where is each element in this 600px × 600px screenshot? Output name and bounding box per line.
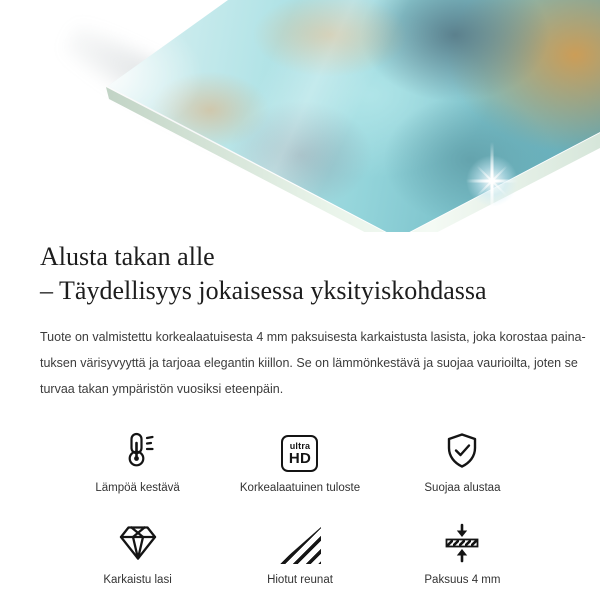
- intro-paragraph: [40, 324, 586, 402]
- polished-edges-icon: [279, 518, 321, 564]
- intro-line: turvaa takan ympäristön vuosiksi eteenpäin.: [40, 382, 284, 396]
- product-photo: [0, 0, 600, 232]
- feature-label: Hiotut reunat: [267, 574, 333, 586]
- page-title-line2: – Täydellisyys jokaisessa yksityiskohdassa: [40, 276, 487, 305]
- intro-line: Tuote on valmistettu korkealaatuisesta 4 mm paksuisesta karkaistusta lasista, joka korostaa paina-: [40, 330, 586, 344]
- shield-check-icon: [441, 426, 483, 472]
- thickness-icon: [441, 518, 483, 564]
- feature-label: Paksuus 4 mm: [424, 574, 501, 586]
- feature-polished-edges: [213, 518, 387, 586]
- thermometer-icon: [117, 426, 159, 472]
- feature-label: Korkealaatuinen tuloste: [239, 482, 361, 494]
- ultra-hd-icon: ultra HD: [281, 426, 318, 472]
- feature-label: Suojaa alustaa: [424, 482, 501, 494]
- feature-thickness: [387, 518, 538, 586]
- feature-high-quality-print: [213, 426, 387, 494]
- diamond-icon: [116, 518, 160, 564]
- intro-line: tuksen värisyvyyttä ja tarjoaa elegantin kiillon. Se on lämmönkestävä ja suojaa vaurioilta, joten se: [40, 356, 578, 370]
- feature-heat-resistant: [62, 426, 213, 494]
- page-title-line1: Alusta takan alle: [40, 242, 215, 271]
- feature-grid: [40, 426, 560, 586]
- feature-tempered-glass: [62, 518, 213, 586]
- feature-label: Karkaistu lasi: [103, 574, 172, 586]
- product-description-section: [0, 240, 600, 586]
- page-title: [40, 240, 560, 308]
- feature-label: Lämpöä kestävä: [95, 482, 180, 494]
- feature-protects-base: [387, 426, 538, 494]
